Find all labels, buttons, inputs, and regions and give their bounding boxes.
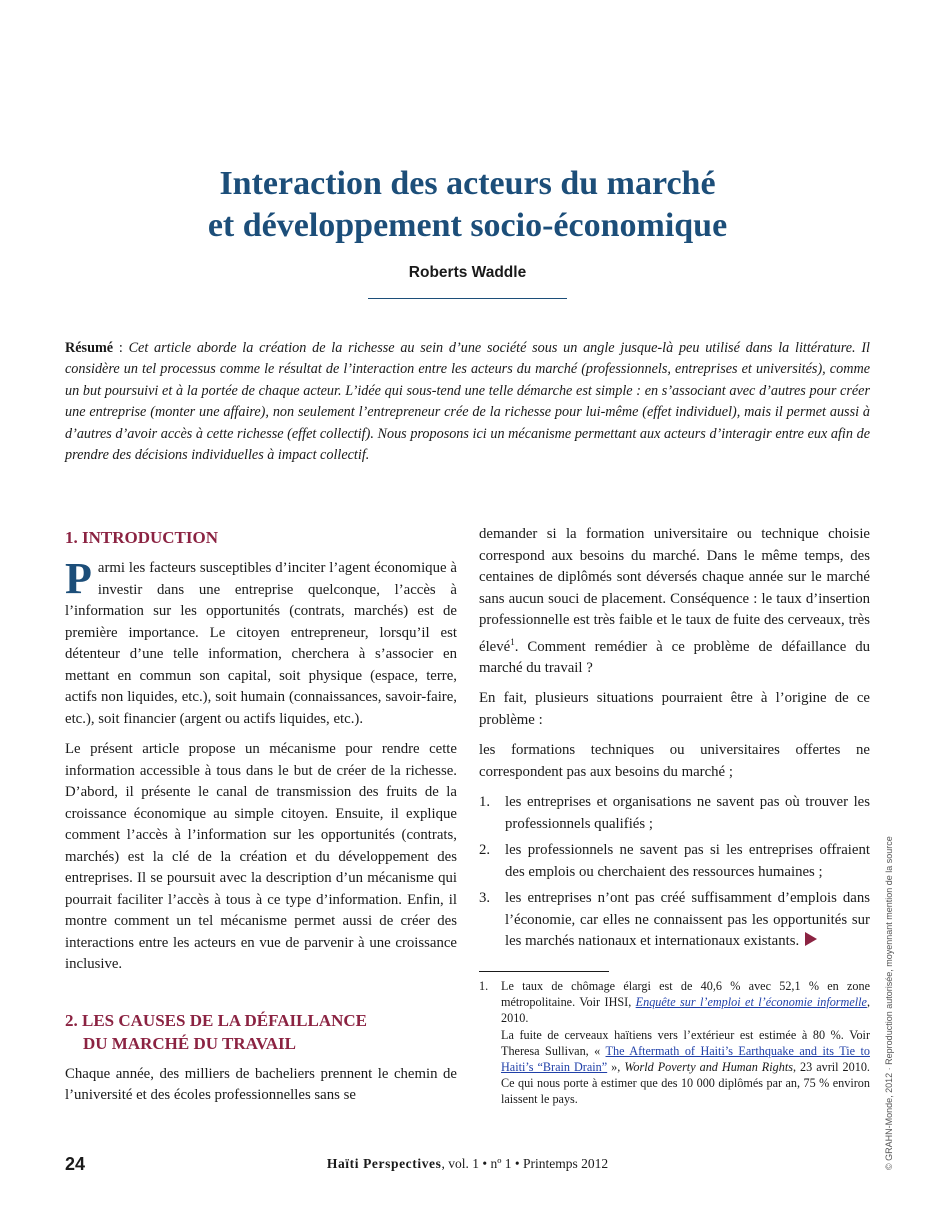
footnote-journal-title: World Poverty and Human Rights — [624, 1059, 793, 1074]
page-number: 24 — [65, 1154, 86, 1174]
drop-cap: P — [65, 554, 92, 603]
causes-paragraph-1: Chaque année, des milliers de bacheliers prennent le chemin de l’université et des écoles professionnelles sans se — [65, 1065, 457, 1103]
section-heading-causes-line-2: DU MARCHÉ DU TRAVAIL — [83, 1033, 297, 1053]
causes-list — [479, 792, 870, 953]
causes-paragraph-1-continued — [479, 524, 870, 679]
causes-paragraph-text: demander si la formation universitaire ou technique choisie correspond aux besoins du marché. Dans le même temps, des centaines de diplômés sont déversés chaque année sur le marché sans aucun souci de placement. Conséquence : le taux d’insertion professionnelle est très faible et le taux de fuite des cerveaux, très élevé — [479, 526, 870, 655]
list-item-number: 2. — [479, 842, 491, 859]
list-item-number: 1. — [479, 794, 491, 811]
list-item — [479, 888, 870, 953]
footnote-link-sullivan[interactable]: The Aftermath of Haiti’s Earthquake and its Tie to Haiti’s “Brain Drain” — [501, 1043, 870, 1074]
footnote-line-2-mid: », — [607, 1059, 625, 1074]
footnote-divider — [479, 971, 609, 972]
causes-paragraph-3: les formations techniques ou universitaires offertes ne correspondent pas aux besoins du marché ; — [479, 742, 870, 780]
abstract-label: Résumé — [65, 340, 114, 356]
section-heading-introduction: 1. INTRODUCTION — [65, 528, 219, 547]
list-item-number: 3. — [479, 890, 491, 907]
abstract-text: Cet article aborde la création de la richesse au sein d’une société sous un angle jusque-là peu utilisé dans la littérature. Il considère un tel processus comme le résultat de l’interaction entre les acteurs du marché (professionnels, entreprises et universités), comme un but poursuivi et à la portée de chaque acteur. L’idée qui sous-tend une telle démarche est simple : en s’associant avec d’autres pour créer une entreprise (monter une affaire), non seulement l’entrepreneur crée de la richesse pour lui-même (effet individuel), mais il permet aussi à d’autres d’avoir accès à cette richesse (effet collectif). Nous proposons ici un mécanisme permettant aux acteurs d’interagir entre eux afin de prendre des décisions individuelles à impact collectif. — [65, 340, 870, 464]
footnote — [479, 978, 870, 1108]
section-heading-causes-line-1: 2. LES CAUSES DE LA DÉFAILLANCE — [65, 1010, 367, 1030]
causes-paragraph-end: . Comment remédier à ce problème de défaillance du marché du travail ? — [479, 638, 870, 676]
author-name: Roberts Waddle — [408, 264, 527, 281]
causes-paragraph-2: En fait, plusieurs situations pourraient être à l’origine de ce problème : — [479, 690, 870, 728]
footnote-link-ihsi[interactable]: Enquête sur l’emploi et l’économie informelle — [635, 995, 867, 1010]
left-column — [65, 526, 457, 1116]
footnote-number: 1. — [479, 978, 489, 993]
intro-paragraph-2: Le présent article propose un mécanisme pour rendre cette information accessible à tous dans le but de créer de la richesse. D’abord, il présente le canal de transmission des fruits de la croissance économique au simple citoyen. Ensuite, il explique comment l’accès à l’information sur les opportunités (contrats, marchés) est la clé de la création et du développement des entreprises. Il se poursuit avec la description d’un mécanisme qui pourrait faciliter l’accès à tous à ce type d’information. Enfin, il montre comment un tel mécanisme permet aussi de créer des interactions entre les acteurs en vue de parvenir à une croissance inclusive. — [65, 741, 457, 972]
triangle-right-icon — [805, 932, 817, 946]
list-item-text: les professionnels ne savent pas si les entreprises offraient des emplois ou cherchaient des ressources humaines ; — [505, 842, 870, 880]
list-item-text: les entreprises n’ont pas créé suffisamment d’emplois dans l’économie, car elles ne connaissent pas les opportunités sur les marchés nationaux et internationaux existants. — [505, 890, 870, 950]
right-column — [479, 524, 870, 1108]
footnote-line-1-end: , 2010. — [501, 995, 870, 1026]
footnote-line-2-text: La fuite de cerveaux haïtiens vers l’extérieur est estimée à 80 %. Voir Theresa Sullivan, « — [501, 1027, 870, 1058]
footnote-line-2 — [501, 1027, 870, 1108]
abstract-separator: : — [113, 340, 129, 356]
title-line-2: et développement socio-économique — [207, 207, 728, 244]
title-line-1: Interaction des acteurs du marché — [219, 165, 716, 202]
list-item-text: les entreprises et organisations ne savent pas où trouver les professionnels qualifiés ; — [505, 794, 870, 832]
abstract — [65, 338, 870, 466]
side-copyright: © GRAHN-Monde, 2012 · Reproduction autorisée, moyennant mention de la source — [884, 836, 894, 1170]
footnote-line-1 — [501, 978, 870, 1027]
author-divider — [368, 298, 567, 299]
footnote-line-2-end: , 23 avril 2010. Ce qui nous porte à estimer que des 10 000 diplômés par an, 75 % environ laissent le pays. — [501, 1059, 870, 1107]
footnote-ref[interactable]: 1 — [510, 636, 515, 647]
journal-issue: , vol. 1 • nº 1 • Printemps 2012 — [441, 1156, 609, 1171]
section-heading-causes — [65, 1009, 457, 1055]
intro-paragraph-1 — [65, 554, 457, 730]
list-item — [479, 792, 870, 835]
intro-paragraph-1-text: armi les facteurs susceptibles d’inciter l’agent économique à investir dans une entreprise quelconque, l’accès à l’information sur les opportunités (contrats, marchés) est de première importance. Le citoyen entrepreneur, lorsqu’il est détenteur d’une telle information, cherchera à s’associer en mettant en commun son capital, soit physique (espace, terre, actifs non liquides, etc.), soit humain (connaissances, savoir-faire, etc.), soit financier (argent ou actifs liquides, etc.). — [65, 560, 457, 727]
list-item — [479, 840, 870, 883]
journal-footer — [0, 1156, 935, 1172]
journal-name: Haïti Perspectives — [326, 1156, 442, 1171]
footnote-line-1-text: Le taux de chômage élargi est de 40,6 % avec 52,1 % en zone métropolitaine. Voir IHSI, — [501, 978, 870, 1010]
article-title — [0, 163, 935, 247]
